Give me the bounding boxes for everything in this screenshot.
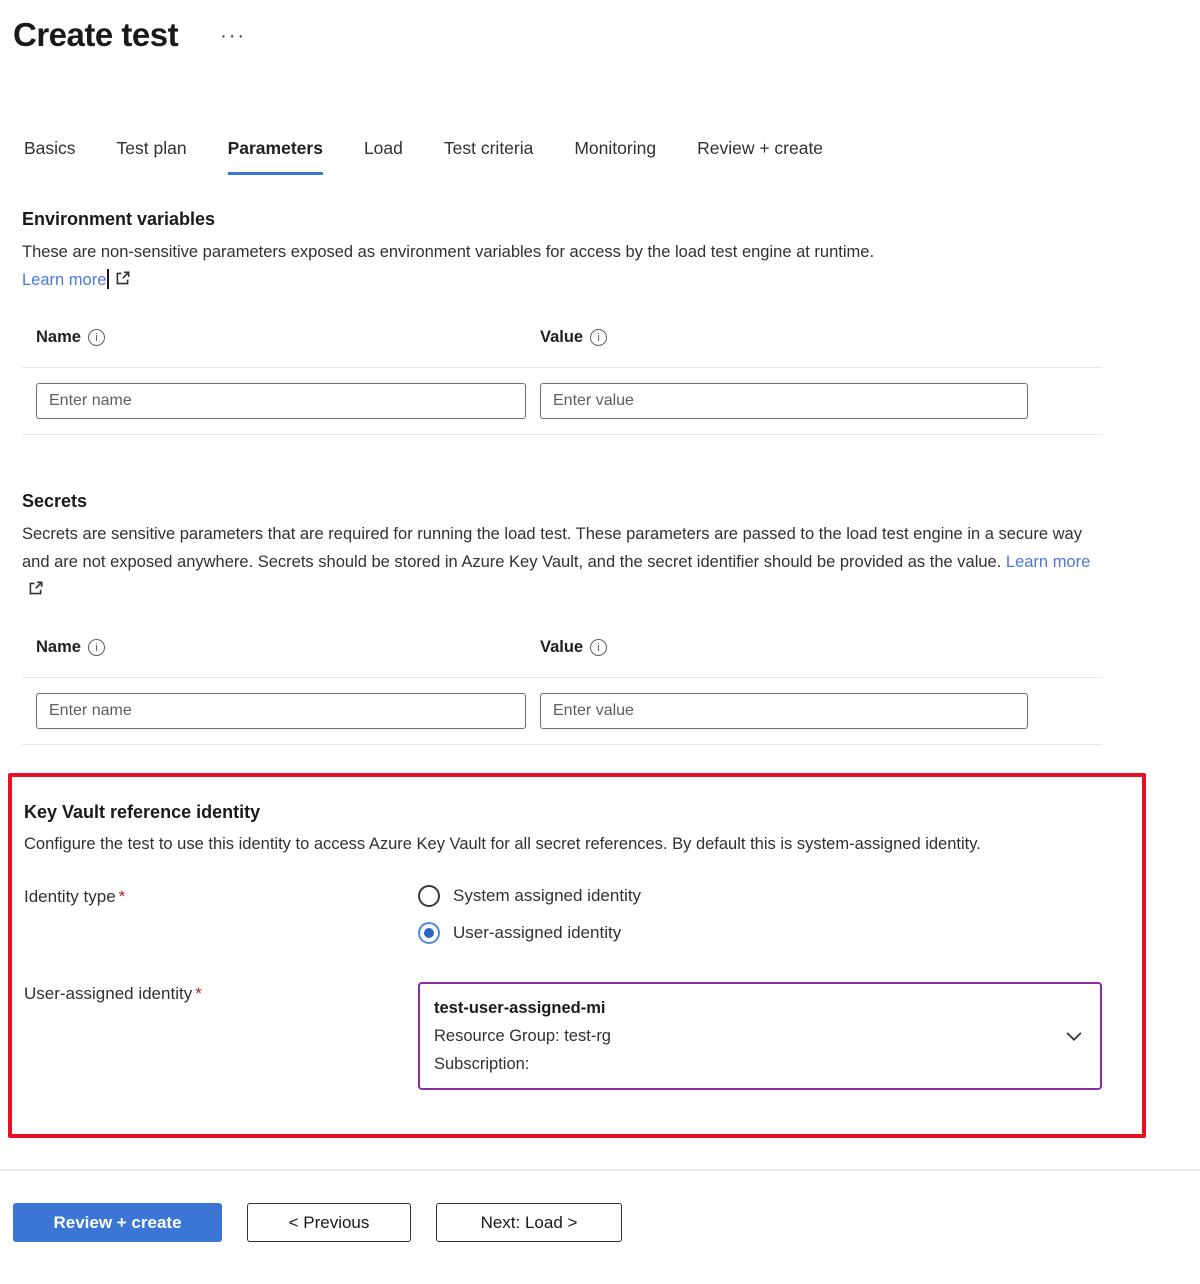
env-name-input[interactable] xyxy=(36,383,526,419)
key-vault-reference-identity-section xyxy=(8,773,1146,1138)
footer-actions xyxy=(13,1203,1200,1242)
secrets-description-text: Secrets are sensitive parameters that are required for running the load test. These parameters are passed to the load test engine in a secure way and are not exposed anywhere. Secrets should be stored in Azure Key Vault, and the secret identifier should be provided as the value. xyxy=(22,525,1082,571)
tab-load[interactable]: Load xyxy=(363,138,403,158)
secrets-title: Secrets xyxy=(22,491,88,511)
secrets-input-row xyxy=(22,677,1102,745)
tab-basics[interactable]: Basics xyxy=(24,138,76,158)
user-assigned-identity-label xyxy=(24,982,418,1090)
env-value-input[interactable] xyxy=(540,383,1028,419)
radio-system-assigned-identity[interactable] xyxy=(418,885,641,907)
radio-unselected-icon[interactable] xyxy=(418,885,440,907)
more-options-icon[interactable]: ··· xyxy=(220,25,247,47)
env-value-column-header xyxy=(540,328,607,347)
dropdown-identity-name: test-user-assigned-mi xyxy=(434,999,606,1017)
identity-type-radio-group xyxy=(418,885,641,944)
secret-name-input[interactable] xyxy=(36,693,526,729)
tab-monitoring[interactable]: Monitoring xyxy=(574,138,657,158)
previous-button[interactable]: < Previous xyxy=(247,1203,411,1242)
identity-type-label xyxy=(24,885,418,944)
tab-test-plan[interactable]: Test plan xyxy=(116,138,187,158)
radio-user-assigned-label: User-assigned identity xyxy=(453,923,622,942)
env-name-column-header xyxy=(36,328,105,347)
environment-variables-section xyxy=(22,209,1200,435)
text-cursor xyxy=(107,269,109,289)
info-icon[interactable]: i xyxy=(88,329,105,346)
secrets-learn-more-link[interactable]: Learn more xyxy=(1005,553,1091,571)
env-vars-column-headers xyxy=(22,328,1102,354)
secrets-field-grid xyxy=(22,638,1102,745)
chevron-down-icon xyxy=(1064,1026,1084,1046)
identity-type-row xyxy=(24,885,1124,944)
secrets-column-headers xyxy=(22,638,1102,664)
secrets-name-header-text: Name xyxy=(36,638,81,656)
user-assigned-identity-row xyxy=(24,982,1124,1090)
next-load-button[interactable]: Next: Load > xyxy=(436,1203,622,1242)
key-vault-title: Key Vault reference identity xyxy=(24,802,261,822)
user-assigned-identity-dropdown[interactable] xyxy=(418,982,1102,1090)
dropdown-resource-group: Resource Group: test-rg xyxy=(434,1027,611,1045)
key-vault-description: Configure the test to use this identity to access Azure Key Vault for all secret references. By default this is system-assigned identity. xyxy=(24,835,981,853)
secrets-value-header-text: Value xyxy=(540,638,584,656)
external-link-icon xyxy=(27,580,44,597)
env-learn-more-link[interactable]: Learn more xyxy=(22,271,107,289)
environment-variables-description-text: These are non-sensitive parameters exposed as environment variables for access by the load test engine at runtime. xyxy=(22,243,875,261)
environment-variables-title: Environment variables xyxy=(22,209,216,229)
tab-review-create[interactable]: Review + create xyxy=(697,138,824,158)
env-vars-input-row xyxy=(22,367,1102,435)
info-icon[interactable]: i xyxy=(590,639,607,656)
external-link-icon xyxy=(114,270,131,287)
review-create-button[interactable]: Review + create xyxy=(13,1203,222,1242)
secrets-name-column-header xyxy=(36,638,105,657)
radio-system-assigned-label: System assigned identity xyxy=(453,886,642,905)
info-icon[interactable]: i xyxy=(590,329,607,346)
user-assigned-identity-label-text: User-assigned identity xyxy=(24,984,193,1003)
secrets-value-column-header xyxy=(540,638,607,657)
page-title: Create test xyxy=(13,16,179,53)
radio-selected-icon[interactable] xyxy=(418,922,440,944)
page-header xyxy=(0,0,1200,54)
required-asterisk: * xyxy=(195,984,202,1003)
env-value-header-text: Value xyxy=(540,328,584,346)
secrets-description xyxy=(22,520,1102,604)
secrets-section xyxy=(22,491,1200,745)
secret-value-input[interactable] xyxy=(540,693,1028,729)
environment-variables-description xyxy=(22,238,1102,294)
info-icon[interactable]: i xyxy=(88,639,105,656)
identity-type-label-text: Identity type xyxy=(24,887,116,906)
tab-test-criteria[interactable]: Test criteria xyxy=(443,138,534,158)
required-asterisk: * xyxy=(118,887,126,906)
radio-user-assigned-identity[interactable] xyxy=(418,922,641,944)
footer-divider xyxy=(0,1169,1200,1171)
env-vars-field-grid xyxy=(22,328,1102,435)
tab-parameters[interactable]: Parameters xyxy=(228,138,323,175)
dropdown-subscription: Subscription: xyxy=(434,1055,530,1073)
wizard-tabs xyxy=(0,138,1200,175)
env-name-header-text: Name xyxy=(36,328,81,346)
